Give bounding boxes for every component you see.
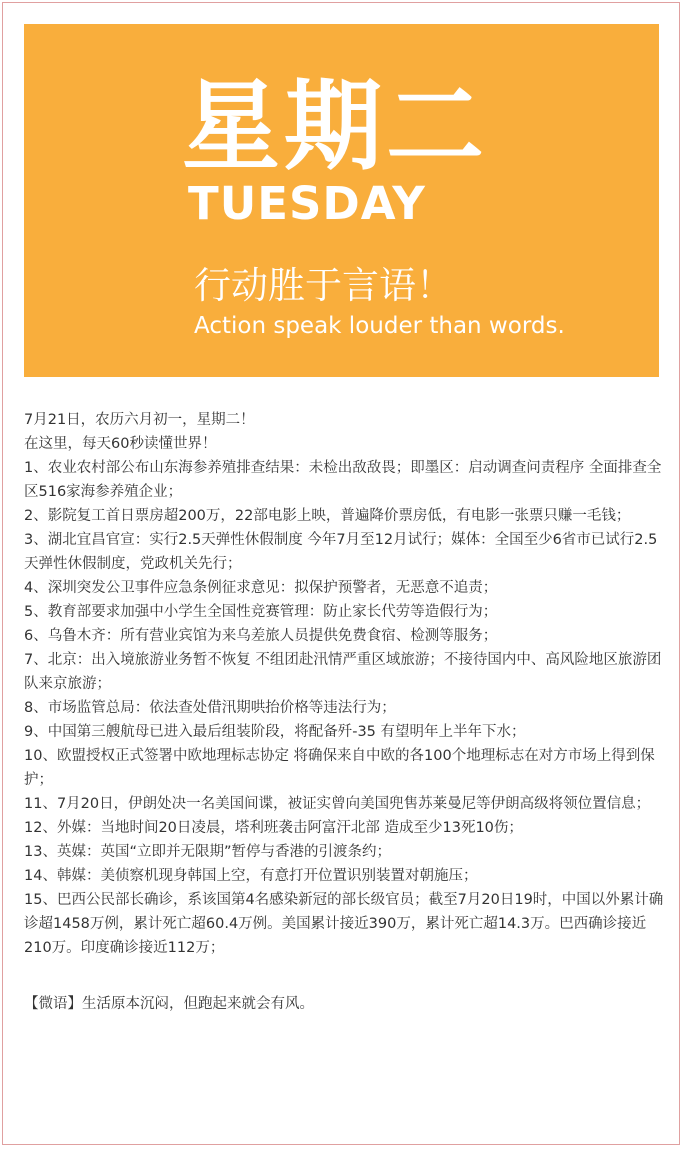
news-item: 14、韩媒：美侦察机现身韩国上空，有意打开位置识别装置对朝施压； <box>24 868 478 884</box>
closing-quote: 【微语】生活原本沉闷，但跑起来就会有风。 <box>24 996 314 1012</box>
banner-motto-cn: 行动胜于言语！ <box>194 264 453 307</box>
news-item: 2、影院复工首日票房超200万，22部电影上映，普遍降价票房低，有电影一张票只赚一毛钱； <box>24 508 631 524</box>
date-line: 7月21日，农历六月初一，星期二！ <box>24 412 255 428</box>
banner-day-en: TUESDAY <box>188 177 426 230</box>
news-item: 3、湖北宜昌官宣：实行2.5天弹性休假制度 今年7月至12月试行；媒体：全国至少6省市已试行2.5天弹性休假制度，党政机关先行； <box>24 532 658 572</box>
news-item: 9、中国第三艘航母已进入最后组装阶段，将配备歼-35 有望明年上半年下水； <box>24 724 526 740</box>
news-item: 15、巴西公民部长确诊，系该国第4名感染新冠的部长级官员；截至7月20日19时，中国以外累计确诊超1458万例，累计死亡超60.4万例。美国累计接近390万，累计死亡超14.3万。巴西确诊接近210万。印度确诊接近112万； <box>24 892 664 956</box>
news-item: 10、欧盟授权正式签署中欧地理标志协定 将确保来自中欧的各100个地理标志在对方市场上得到保护； <box>24 748 655 788</box>
news-item: 7、北京：出入境旅游业务暂不恢复 不组团赴汛情严重区域旅游；不接待国内中、高风险地区旅游团队来京旅游； <box>24 652 662 692</box>
news-item: 8、市场监管总局：依法查处借汛期哄抬价格等违法行为； <box>24 700 396 716</box>
news-content <box>24 408 664 1016</box>
news-item: 11、7月20日，伊朗处决一名美国间谍，被证实曾向美国兜售苏莱曼尼等伊朗高级将领位置信息； <box>24 796 651 812</box>
news-item: 12、外媒：当地时间20日凌晨，塔利班袭击阿富汗北部 造成至少13死10伤； <box>24 820 523 836</box>
news-item: 4、深圳突发公卫事件应急条例征求意见：拟保护预警者，无恶意不追责； <box>24 580 498 596</box>
banner-day-cn: 星期二 <box>182 70 489 184</box>
intro-line: 在这里，每天60秒读懂世界！ <box>24 436 217 452</box>
banner-motto-en: Action speak louder than words. <box>194 313 565 339</box>
news-item: 6、乌鲁木齐：所有营业宾馆为来乌差旅人员提供免费食宿、检测等服务； <box>24 628 498 644</box>
news-item: 13、英媒：英国“立即并无限期”暂停与香港的引渡条约； <box>24 844 391 860</box>
news-item: 1、农业农村部公布山东海参养殖排查结果：未检出敌敌畏；即墨区：启动调查问责程序 全面排查全区516家海参养殖企业； <box>24 460 662 500</box>
news-item: 5、教育部要求加强中小学生全国性竞赛管理：防止家长代劳等造假行为； <box>24 604 498 620</box>
weekday-banner <box>24 24 659 377</box>
